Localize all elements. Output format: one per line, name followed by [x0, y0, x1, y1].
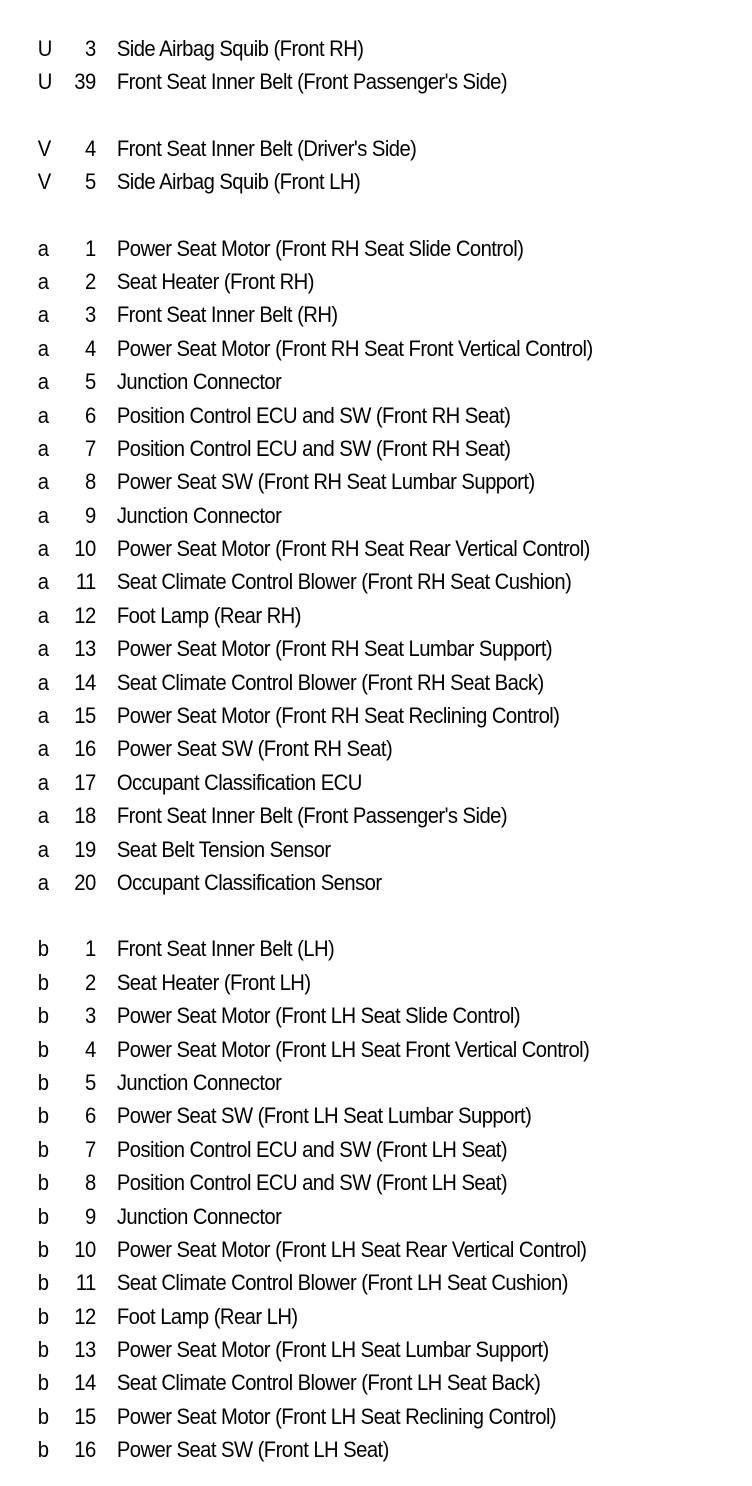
pin-number: 1	[84, 936, 96, 962]
component-description: Side Airbag Squib (Front LH)	[116, 169, 361, 195]
connector-code: b	[37, 1203, 49, 1229]
component-description: Position Control ECU and SW (Front RH Seat)	[116, 435, 511, 461]
connector-code: a	[37, 769, 49, 795]
connector-code: a	[37, 836, 49, 862]
component-description: Position Control ECU and SW (Front LH Seat)	[116, 1136, 508, 1162]
component-description: Power Seat Motor (Front LH Seat Reclining Control)	[116, 1403, 557, 1429]
pin-number: 13	[74, 1337, 96, 1363]
pin-number: 2	[84, 268, 96, 294]
pin-number: 8	[84, 1170, 96, 1196]
connector-code: b	[37, 1003, 49, 1029]
component-description: Power Seat Motor (Front RH Seat Front Vertical Control)	[116, 335, 593, 361]
connector-code: a	[37, 235, 49, 261]
list-item	[0, 532, 692, 565]
list-item	[0, 232, 692, 265]
pin-number: 1	[84, 235, 96, 261]
list-item	[0, 132, 692, 165]
pin-number: 6	[84, 1103, 96, 1129]
connector-code: a	[37, 268, 49, 294]
connector-code: b	[37, 969, 49, 995]
connector-code: b	[37, 1170, 49, 1196]
component-description: Power Seat SW (Front RH Seat)	[116, 736, 393, 762]
component-description: Position Control ECU and SW (Front LH Seat)	[116, 1170, 508, 1196]
pin-number: 14	[74, 1370, 96, 1396]
connector-code: b	[37, 936, 49, 962]
list-item	[0, 1133, 692, 1166]
component-description: Power Seat Motor (Front LH Seat Lumbar Support)	[116, 1337, 549, 1363]
pin-number: 9	[84, 1203, 96, 1229]
connector-code: b	[37, 1069, 49, 1095]
list-item	[0, 732, 692, 765]
component-description: Power Seat Motor (Front RH Seat Rear Vertical Control)	[116, 536, 590, 562]
component-description: Side Airbag Squib (Front RH)	[116, 36, 364, 61]
connector-code: a	[37, 636, 49, 662]
connector-code: a	[37, 669, 49, 695]
list-item	[0, 799, 692, 832]
pin-number: 12	[74, 602, 96, 628]
connector-code: a	[37, 536, 49, 562]
list-item	[0, 499, 692, 532]
component-description: Seat Climate Control Blower (Front LH Seat Back)	[116, 1370, 541, 1396]
component-description: Junction Connector	[116, 369, 282, 395]
component-description: Seat Climate Control Blower (Front RH Seat Cushion)	[116, 569, 572, 595]
component-description: Power Seat Motor (Front RH Seat Lumbar Support)	[116, 636, 553, 662]
list-item	[0, 632, 692, 665]
list-item	[0, 399, 692, 432]
connector-code: b	[37, 1403, 49, 1429]
connector-code: b	[37, 1036, 49, 1062]
pin-number: 14	[74, 669, 96, 695]
pin-number: 12	[74, 1303, 96, 1329]
list-item	[0, 465, 692, 498]
connector-code: a	[37, 502, 49, 528]
connector-code: a	[37, 302, 49, 328]
list-item	[0, 1366, 692, 1399]
connector-group	[0, 232, 752, 900]
list-item	[0, 1033, 692, 1066]
connector-code: a	[37, 602, 49, 628]
pin-number: 6	[84, 402, 96, 428]
component-description: Seat Climate Control Blower (Front LH Seat Cushion)	[116, 1270, 568, 1296]
component-description: Power Seat Motor (Front LH Seat Front Vertical Control)	[116, 1036, 590, 1062]
connector-code: a	[37, 335, 49, 361]
component-description: Front Seat Inner Belt (LH)	[116, 936, 335, 962]
connector-code: b	[37, 1236, 49, 1262]
list-item	[0, 298, 692, 331]
component-description: Occupant Classification Sensor	[116, 869, 382, 895]
list-item	[0, 1400, 692, 1433]
pin-number: 13	[74, 636, 96, 662]
pin-number: 4	[84, 135, 96, 161]
connector-group	[0, 932, 752, 1466]
list-item	[0, 866, 692, 899]
pin-number: 39	[74, 69, 96, 95]
connector-code: a	[37, 435, 49, 461]
pin-number: 5	[84, 169, 96, 195]
list-item	[0, 766, 692, 799]
component-description: Front Seat Inner Belt (Front Passenger's Side)	[116, 803, 508, 829]
component-description: Foot Lamp (Rear RH)	[116, 602, 301, 628]
component-description: Power Seat Motor (Front RH Seat Reclining Control)	[116, 703, 560, 729]
component-description: Front Seat Inner Belt (RH)	[116, 302, 338, 328]
connector-code: b	[37, 1103, 49, 1129]
connector-code: b	[37, 1337, 49, 1363]
list-item	[0, 565, 692, 598]
connector-code: V	[37, 169, 51, 195]
connector-code: a	[37, 402, 49, 428]
component-description: Junction Connector	[116, 1203, 282, 1229]
connector-group	[0, 32, 752, 99]
connector-code: a	[37, 803, 49, 829]
pin-number: 15	[74, 703, 96, 729]
list-item	[0, 1200, 692, 1233]
pin-number: 2	[84, 969, 96, 995]
connector-code: b	[37, 1136, 49, 1162]
component-description: Junction Connector	[116, 1069, 282, 1095]
pin-number: 17	[74, 769, 96, 795]
pin-number: 5	[84, 369, 96, 395]
connector-code: b	[37, 1303, 49, 1329]
component-description: Power Seat Motor (Front LH Seat Rear Vertical Control)	[116, 1236, 587, 1262]
list-item	[0, 966, 692, 999]
list-item	[0, 1333, 692, 1366]
component-description: Seat Belt Tension Sensor	[116, 836, 331, 862]
pin-number: 7	[84, 435, 96, 461]
connector-code: a	[37, 869, 49, 895]
connector-list	[0, 32, 752, 1467]
pin-number: 10	[74, 536, 96, 562]
list-item	[0, 699, 692, 732]
list-item	[0, 833, 692, 866]
component-description: Position Control ECU and SW (Front RH Seat)	[116, 402, 511, 428]
component-description: Occupant Classification ECU	[116, 769, 362, 795]
component-description: Seat Heater (Front LH)	[116, 969, 311, 995]
pin-number: 15	[74, 1403, 96, 1429]
list-item	[0, 666, 692, 699]
connector-code: U	[37, 36, 52, 61]
list-item	[0, 599, 692, 632]
list-item	[0, 1266, 692, 1299]
connector-code: b	[37, 1437, 49, 1463]
pin-number: 4	[84, 1036, 96, 1062]
component-description: Front Seat Inner Belt (Driver's Side)	[116, 135, 417, 161]
connector-code: U	[37, 69, 52, 95]
list-item	[0, 332, 692, 365]
component-description: Power Seat SW (Front LH Seat)	[116, 1437, 389, 1463]
list-item	[0, 32, 692, 65]
component-description: Power Seat SW (Front LH Seat Lumbar Support)	[116, 1103, 532, 1129]
pin-number: 4	[84, 335, 96, 361]
component-description: Front Seat Inner Belt (Front Passenger's Side)	[116, 69, 508, 95]
list-item	[0, 1233, 692, 1266]
list-item	[0, 1066, 692, 1099]
pin-number: 11	[75, 1270, 96, 1296]
component-description: Foot Lamp (Rear LH)	[116, 1303, 298, 1329]
connector-code: V	[37, 135, 51, 161]
list-item	[0, 1433, 692, 1466]
pin-number: 8	[84, 469, 96, 495]
pin-number: 7	[84, 1136, 96, 1162]
list-item	[0, 65, 692, 98]
connector-code: a	[37, 569, 49, 595]
list-item	[0, 1166, 692, 1199]
pin-number: 16	[74, 1437, 96, 1463]
component-description: Power Seat SW (Front RH Seat Lumbar Support)	[116, 469, 535, 495]
list-item	[0, 999, 692, 1032]
pin-number: 5	[84, 1069, 96, 1095]
connector-code: a	[37, 736, 49, 762]
list-item	[0, 1099, 692, 1132]
connector-code: b	[37, 1270, 49, 1296]
pin-number: 18	[74, 803, 96, 829]
pin-number: 20	[74, 869, 96, 895]
list-item	[0, 1300, 692, 1333]
connector-code: a	[37, 703, 49, 729]
list-item	[0, 165, 692, 198]
list-item	[0, 432, 692, 465]
component-description: Seat Heater (Front RH)	[116, 268, 314, 294]
component-description: Junction Connector	[116, 502, 282, 528]
component-description: Seat Climate Control Blower (Front RH Seat Back)	[116, 669, 544, 695]
connector-group	[0, 132, 752, 199]
pin-number: 16	[74, 736, 96, 762]
pin-number: 19	[74, 836, 96, 862]
list-item	[0, 265, 692, 298]
pin-number: 3	[84, 1003, 96, 1029]
pin-number: 10	[74, 1236, 96, 1262]
component-description: Power Seat Motor (Front RH Seat Slide Control)	[116, 235, 524, 261]
pin-number: 3	[84, 36, 96, 61]
connector-code: b	[37, 1370, 49, 1396]
connector-code: a	[37, 369, 49, 395]
list-item	[0, 932, 692, 965]
pin-number: 3	[84, 302, 96, 328]
pin-number: 9	[84, 502, 96, 528]
list-item	[0, 365, 692, 398]
connector-code: a	[37, 469, 49, 495]
pin-number: 11	[75, 569, 96, 595]
component-description: Power Seat Motor (Front LH Seat Slide Control)	[116, 1003, 521, 1029]
